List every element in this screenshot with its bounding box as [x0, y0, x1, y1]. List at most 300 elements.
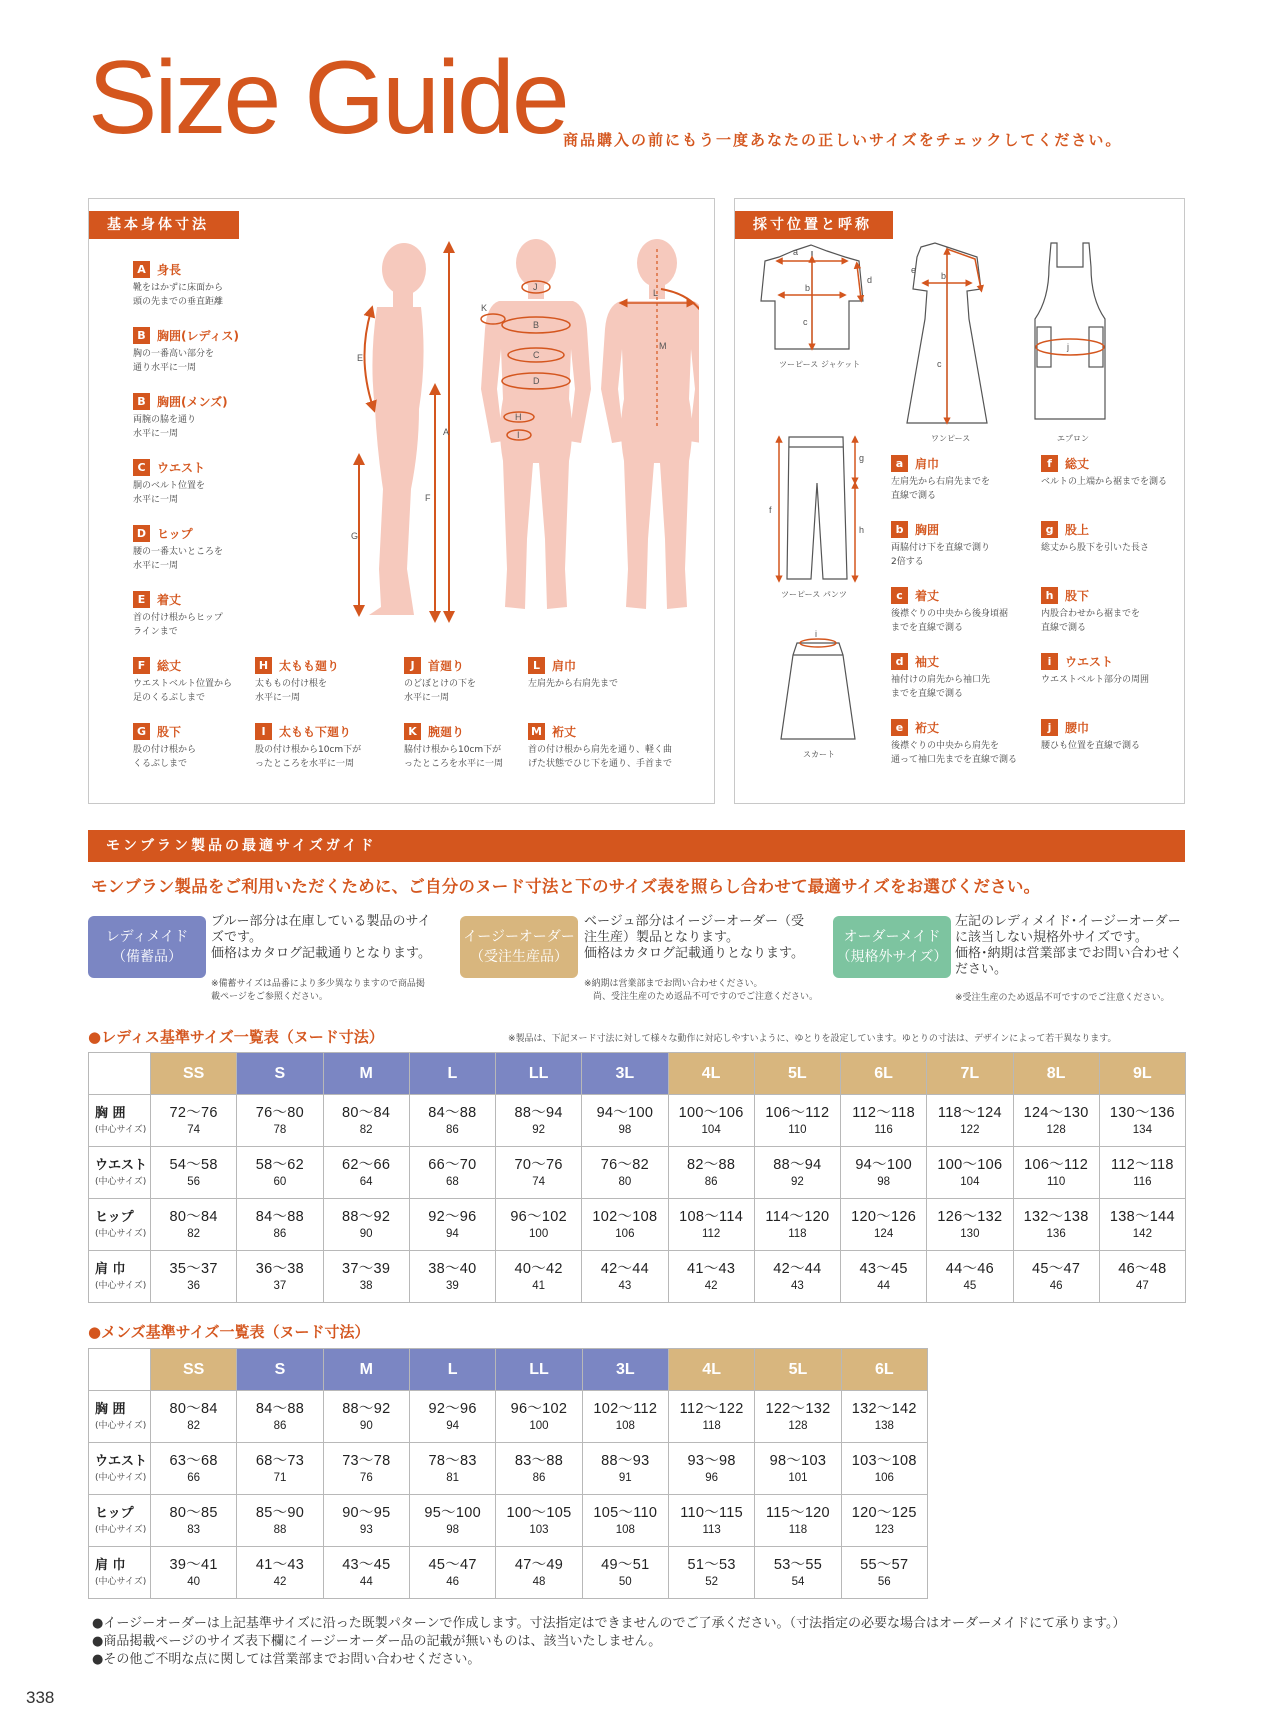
- size-cell: [237, 1199, 323, 1251]
- measure-key: h: [1041, 587, 1058, 604]
- size-cell: [668, 1251, 754, 1303]
- row-sublabel: (中心サイズ): [95, 1229, 147, 1239]
- size-cell: [151, 1199, 237, 1251]
- svg-text:c: c: [937, 359, 942, 369]
- caption-skirt: スカート: [803, 750, 835, 759]
- size-header: 6L: [841, 1349, 927, 1391]
- center-value: 100: [529, 1227, 549, 1240]
- center-value: 82: [359, 1123, 373, 1136]
- center-value: 86: [273, 1227, 287, 1240]
- size-cell: [151, 1391, 237, 1443]
- row-sublabel: (中心サイズ): [95, 1473, 147, 1483]
- size-header-row: [89, 1053, 1186, 1095]
- ladies-size-table: [88, 1052, 1186, 1303]
- size-cell: [1013, 1147, 1099, 1199]
- row-sublabel: (中心サイズ): [95, 1421, 147, 1431]
- center-value: 136: [1046, 1227, 1066, 1240]
- measure-name: 股上: [1065, 522, 1090, 537]
- size-cell: [582, 1199, 668, 1251]
- range-value: 42〜44: [600, 1260, 649, 1277]
- range-value: 106〜112: [1024, 1156, 1089, 1173]
- svg-text:B: B: [533, 320, 540, 330]
- range-value: 55〜57: [860, 1556, 909, 1573]
- center-value: 56: [187, 1175, 201, 1188]
- measure-desc: 脇付け根から10cm下が ったところを水平に一周: [404, 745, 504, 769]
- table-row: [89, 1495, 928, 1547]
- range-value: 120〜125: [851, 1504, 917, 1521]
- svg-text:K: K: [481, 303, 488, 313]
- size-cell: [323, 1199, 409, 1251]
- range-value: 90〜95: [342, 1504, 391, 1521]
- range-value: 44〜46: [945, 1260, 994, 1277]
- range-value: 112〜122: [679, 1400, 744, 1417]
- center-value: 118: [788, 1523, 808, 1536]
- measure-key: H: [255, 657, 272, 674]
- range-value: 49〜51: [601, 1556, 650, 1573]
- size-cell: [582, 1251, 668, 1303]
- range-value: 110〜115: [680, 1504, 744, 1521]
- center-value: 44: [359, 1575, 373, 1588]
- size-cell: [841, 1147, 927, 1199]
- size-cell: [582, 1547, 668, 1599]
- range-value: 88〜94: [773, 1156, 822, 1173]
- garment-item-e: [891, 719, 1031, 767]
- body-measurement-panel: [88, 198, 715, 804]
- range-value: 96〜102: [510, 1208, 567, 1225]
- row-label: ヒップ: [95, 1506, 134, 1521]
- center-value: 36: [187, 1279, 201, 1292]
- label-F: F: [425, 493, 431, 503]
- table-row: [89, 1147, 1186, 1199]
- svg-text:d: d: [867, 275, 873, 285]
- size-cell: [1013, 1095, 1099, 1147]
- size-header-row: [89, 1349, 928, 1391]
- garment-item-b: [891, 521, 1021, 569]
- size-cell: [755, 1443, 841, 1495]
- center-value: 86: [532, 1471, 546, 1484]
- size-cell: [668, 1147, 754, 1199]
- corner-cell: [89, 1053, 151, 1095]
- center-value: 45: [963, 1279, 977, 1292]
- size-cell: [496, 1391, 582, 1443]
- measure-key: B: [133, 393, 150, 410]
- row-sublabel: (中心サイズ): [95, 1577, 147, 1587]
- measure-key: F: [133, 657, 150, 674]
- measure-key: B: [133, 327, 150, 344]
- center-value: 82: [187, 1227, 201, 1240]
- size-cell: [409, 1147, 495, 1199]
- center-value: 44: [877, 1279, 891, 1292]
- size-cell: [323, 1391, 409, 1443]
- size-cell: [496, 1095, 582, 1147]
- garment-item-h: [1041, 587, 1181, 635]
- table-row: [89, 1391, 928, 1443]
- size-cell: [496, 1495, 582, 1547]
- measure-desc: 両腕の脇を通り 水平に一周: [133, 415, 197, 439]
- measure-item-D: [133, 525, 251, 573]
- range-value: 132〜142: [851, 1400, 917, 1417]
- measure-desc: ウエストベルト部分の周囲: [1041, 675, 1150, 685]
- size-cell: [841, 1443, 927, 1495]
- range-value: 46〜48: [1118, 1260, 1167, 1277]
- measure-name: 総丈: [157, 658, 182, 673]
- size-header: L: [409, 1053, 495, 1095]
- range-value: 100〜105: [506, 1504, 572, 1521]
- center-value: 93: [359, 1523, 373, 1536]
- range-value: 54〜58: [169, 1156, 218, 1173]
- size-cell: [1013, 1251, 1099, 1303]
- range-value: 130〜136: [1109, 1104, 1175, 1121]
- row-sublabel: (中心サイズ): [95, 1281, 147, 1291]
- center-value: 43: [790, 1279, 804, 1292]
- size-cell: [841, 1547, 927, 1599]
- size-cell: [582, 1495, 668, 1547]
- size-cell: [409, 1251, 495, 1303]
- badge-line1: レディメイド: [105, 929, 189, 945]
- caption-apron: エプロン: [1057, 434, 1089, 443]
- size-cell: [841, 1495, 927, 1547]
- range-value: 95〜100: [424, 1504, 481, 1521]
- center-value: 103: [529, 1523, 549, 1536]
- size-cell: [496, 1251, 582, 1303]
- measure-name: ウエスト: [157, 460, 206, 475]
- range-value: 80〜84: [169, 1400, 218, 1417]
- row-sublabel: (中心サイズ): [95, 1177, 147, 1187]
- size-cell: [409, 1443, 495, 1495]
- size-cell: [496, 1547, 582, 1599]
- size-header: 4L: [668, 1349, 754, 1391]
- svg-text:i: i: [815, 629, 817, 639]
- center-value: 98: [877, 1175, 891, 1188]
- measure-desc: 腰の一番太いところを 水平に一周: [133, 547, 224, 571]
- range-value: 62〜66: [341, 1156, 391, 1173]
- size-cell: [841, 1391, 927, 1443]
- size-header: M: [323, 1053, 409, 1095]
- center-value: 66: [187, 1471, 201, 1484]
- badge-line2: （備蓄品）: [112, 949, 182, 965]
- range-value: 83〜88: [514, 1452, 564, 1469]
- range-value: 93〜98: [687, 1452, 736, 1469]
- center-value: 100: [529, 1419, 549, 1432]
- size-cell: [409, 1495, 495, 1547]
- center-value: 110: [788, 1123, 807, 1136]
- range-value: 103〜108: [851, 1452, 917, 1469]
- size-cell: [668, 1199, 754, 1251]
- size-header: 6L: [841, 1053, 927, 1095]
- size-cell: [237, 1547, 323, 1599]
- label-M: M: [659, 341, 667, 351]
- size-header: 9L: [1099, 1053, 1185, 1095]
- measure-desc: 首の付け根からヒップ ラインまで: [133, 613, 223, 637]
- range-value: 45〜47: [1031, 1260, 1081, 1277]
- center-value: 104: [701, 1123, 721, 1136]
- measure-key: e: [891, 719, 908, 736]
- range-value: 63〜68: [169, 1452, 218, 1469]
- size-cell: [151, 1147, 237, 1199]
- size-cell: [582, 1095, 668, 1147]
- center-value: 116: [1133, 1175, 1152, 1188]
- measure-desc: 袖付けの肩先から袖口先 までを直線で測る: [891, 675, 991, 699]
- row-header: [89, 1443, 151, 1495]
- size-cell: [841, 1251, 927, 1303]
- size-cell: [151, 1095, 237, 1147]
- size-cell: [323, 1147, 409, 1199]
- range-value: 126〜132: [937, 1208, 1003, 1225]
- row-label: 肩 巾: [95, 1558, 126, 1573]
- front-figure: [481, 239, 591, 609]
- range-value: 36〜38: [255, 1260, 304, 1277]
- center-value: 91: [618, 1471, 632, 1484]
- row-header: [89, 1547, 151, 1599]
- measure-key: C: [133, 459, 150, 476]
- badge-order-made: [833, 916, 951, 978]
- size-header: S: [237, 1053, 323, 1095]
- measure-desc: ベルトの上端から裾までを測る: [1041, 477, 1168, 487]
- svg-text:b: b: [805, 283, 811, 293]
- measure-key: b: [891, 521, 908, 538]
- measure-key: J: [404, 657, 421, 674]
- center-value: 90: [359, 1227, 373, 1240]
- size-cell: [237, 1443, 323, 1495]
- center-value: 134: [1132, 1123, 1152, 1136]
- range-value: 88〜93: [601, 1452, 650, 1469]
- center-value: 60: [273, 1175, 287, 1188]
- category-note-order-made: ※受注生産のため返品不可ですのでご注意ください。: [955, 993, 1170, 1003]
- svg-text:J: J: [533, 282, 538, 292]
- size-cell: [151, 1251, 237, 1303]
- table-row: [89, 1547, 928, 1599]
- measure-name: ウエスト: [1065, 654, 1114, 669]
- measure-name: 腰巾: [1065, 720, 1090, 735]
- size-cell: [668, 1547, 754, 1599]
- center-value: 50: [618, 1575, 632, 1588]
- category-note-easy-order: ※納期は営業部までお問い合わせください。 尚、受注生産のため返品不可ですのでご注意ください。: [584, 979, 819, 1002]
- measure-key: D: [133, 525, 150, 542]
- corner-cell: [89, 1349, 151, 1391]
- badge-easy-order: [460, 916, 578, 978]
- measure-desc: 太ももの付け根を 水平に一周: [255, 679, 328, 703]
- size-header: 3L: [582, 1349, 668, 1391]
- size-header: 3L: [582, 1053, 668, 1095]
- center-value: 112: [701, 1227, 721, 1240]
- row-label: 肩 巾: [95, 1262, 126, 1277]
- svg-text:b: b: [941, 271, 947, 281]
- range-value: 45〜47: [428, 1556, 477, 1573]
- row-header: [89, 1199, 151, 1251]
- center-value: 92: [790, 1175, 804, 1188]
- center-value: 118: [788, 1227, 807, 1240]
- range-value: 43〜45: [859, 1260, 908, 1277]
- center-value: 106: [615, 1227, 635, 1240]
- range-value: 92〜96: [428, 1208, 477, 1225]
- center-value: 108: [615, 1523, 635, 1536]
- range-value: 47〜49: [514, 1556, 564, 1573]
- range-value: 37〜39: [341, 1260, 391, 1277]
- center-value: 98: [618, 1123, 632, 1136]
- center-value: 118: [702, 1419, 721, 1432]
- measure-desc: 腰ひも位置を直線で測る: [1041, 741, 1141, 751]
- measure-item-G: [133, 723, 251, 771]
- garment-item-j: [1041, 719, 1181, 753]
- svg-text:g: g: [859, 453, 865, 463]
- center-value: 78: [273, 1123, 287, 1136]
- size-cell: [237, 1095, 323, 1147]
- size-cell: [582, 1147, 668, 1199]
- size-cell: [755, 1495, 841, 1547]
- measure-item-B-ladies: [133, 327, 251, 375]
- range-value: 106〜112: [765, 1104, 830, 1121]
- measure-name: 太もも下廻り: [279, 724, 352, 739]
- measure-key: a: [891, 455, 908, 472]
- size-header: SS: [151, 1349, 237, 1391]
- svg-text:H: H: [515, 412, 522, 422]
- measure-name: 着丈: [915, 588, 940, 603]
- range-value: 94〜100: [596, 1104, 654, 1121]
- range-value: 41〜43: [686, 1260, 736, 1277]
- range-value: 51〜53: [687, 1556, 736, 1573]
- measure-desc: 胴のベルト位置を 水平に一周: [133, 481, 206, 505]
- measure-desc: ウエストベルト位置から 足のくるぶしまで: [133, 679, 233, 703]
- body-figures-illustration: [269, 239, 699, 639]
- measure-key: M: [528, 723, 545, 740]
- table-row: [89, 1443, 928, 1495]
- center-value: 98: [446, 1523, 460, 1536]
- size-header: 5L: [754, 1053, 840, 1095]
- measure-item-E: [133, 591, 251, 639]
- center-value: 86: [445, 1123, 459, 1136]
- range-value: 88〜94: [514, 1104, 563, 1121]
- center-value: 68: [445, 1175, 459, 1188]
- measure-desc: 左肩先から右肩先まで: [528, 679, 619, 689]
- measure-name: 裄丈: [552, 724, 577, 739]
- range-value: 68〜73: [255, 1452, 305, 1469]
- skirt-icon: [781, 643, 855, 739]
- mens-size-table: [88, 1348, 928, 1599]
- range-value: 43〜45: [342, 1556, 391, 1573]
- measure-name: 首廻り: [428, 658, 465, 673]
- size-cell: [151, 1495, 237, 1547]
- label-A: A: [443, 427, 450, 437]
- size-cell: [1099, 1095, 1185, 1147]
- center-value: 76: [359, 1471, 373, 1484]
- size-cell: [409, 1095, 495, 1147]
- measure-name: 袖丈: [915, 654, 940, 669]
- center-value: 80: [618, 1175, 632, 1188]
- center-value: 123: [874, 1523, 894, 1536]
- center-value: 82: [187, 1419, 201, 1432]
- size-cell: [754, 1251, 840, 1303]
- range-value: 80〜84: [341, 1104, 391, 1121]
- center-value: 83: [187, 1523, 201, 1536]
- garment-item-c: [891, 587, 1021, 635]
- row-header: [89, 1495, 151, 1547]
- category-desc-ready-made: ブルー部分は在庫している製品のサイズです。 価格はカタログ記載通りとなります。: [211, 914, 431, 961]
- center-value: 106: [874, 1471, 894, 1484]
- center-value: 86: [273, 1419, 287, 1432]
- measure-name: 着丈: [157, 592, 182, 607]
- size-cell: [754, 1147, 840, 1199]
- badge-ready-made: [88, 916, 206, 978]
- center-value: 71: [273, 1471, 287, 1484]
- size-cell: [754, 1095, 840, 1147]
- measure-key: I: [255, 723, 272, 740]
- range-value: 122〜132: [765, 1400, 831, 1417]
- measure-key: A: [133, 261, 150, 278]
- measure-item-M: [528, 723, 703, 771]
- measure-item-H: [255, 657, 415, 705]
- row-sublabel: (中心サイズ): [95, 1525, 147, 1535]
- range-value: 84〜88: [428, 1104, 477, 1121]
- range-value: 84〜88: [255, 1400, 305, 1417]
- range-value: 98〜103: [769, 1452, 827, 1469]
- measure-key: c: [891, 587, 908, 604]
- measure-desc: 総丈から股下を引いた長さ: [1041, 543, 1150, 553]
- center-value: 48: [532, 1575, 546, 1588]
- size-cell: [237, 1391, 323, 1443]
- measure-desc: 首の付け根から肩先を通り、軽く曲 げた状態でひじ下を通り、手首まで: [528, 745, 673, 769]
- measure-name: 裄丈: [915, 720, 940, 735]
- caption-pants: ツーピース パンツ: [781, 590, 847, 599]
- size-cell: [755, 1547, 841, 1599]
- garment-item-a: [891, 455, 1021, 503]
- measure-key: g: [1041, 521, 1058, 538]
- range-value: 70〜76: [514, 1156, 563, 1173]
- range-value: 35〜37: [169, 1260, 218, 1277]
- measure-desc: 左肩先から右肩先までを 直線で測る: [891, 477, 991, 501]
- measure-key: j: [1041, 719, 1058, 736]
- size-cell: [668, 1095, 754, 1147]
- measure-desc: 胸の一番高い部分を 通り水平に一周: [133, 349, 215, 373]
- range-value: 76〜80: [255, 1104, 304, 1121]
- label-G: G: [351, 531, 359, 541]
- svg-text:D: D: [533, 376, 540, 386]
- category-note-ready-made: ※備蓄サイズは品番により多少異なりますので商品掲 載ページをご参照ください。: [211, 979, 425, 1002]
- range-value: 120〜126: [851, 1208, 917, 1225]
- table-row: [89, 1095, 1186, 1147]
- measure-name: 肩巾: [915, 456, 940, 471]
- size-cell: [496, 1147, 582, 1199]
- size-header: M: [323, 1349, 409, 1391]
- center-value: 104: [960, 1175, 980, 1188]
- measure-desc: 後襟ぐりの中央から後身頃裾 までを直線で測る: [891, 609, 1009, 633]
- range-value: 96〜102: [510, 1400, 568, 1417]
- center-value: 128: [788, 1419, 808, 1432]
- size-cell: [754, 1199, 840, 1251]
- page-subtitle: 商品購入の前にもう一度あなたの正しいサイズをチェックしてください。: [563, 131, 1123, 149]
- measure-name: 胸囲(レディス): [157, 328, 240, 343]
- range-value: 115〜120: [766, 1504, 830, 1521]
- center-value: 142: [1132, 1227, 1152, 1240]
- row-label: 胸 囲: [95, 1106, 126, 1121]
- size-cell: [237, 1495, 323, 1547]
- range-value: 78〜83: [428, 1452, 477, 1469]
- range-value: 112〜118: [852, 1104, 916, 1121]
- svg-text:h: h: [859, 525, 865, 535]
- center-value: 47: [1135, 1279, 1149, 1292]
- range-value: 108〜114: [679, 1208, 744, 1225]
- measure-desc: 後襟ぐりの中央から肩先を 通って袖口先までを直線で測る: [891, 741, 1018, 765]
- center-value: 128: [1046, 1123, 1066, 1136]
- center-value: 81: [446, 1471, 460, 1484]
- range-value: 88〜92: [341, 1208, 391, 1225]
- range-value: 88〜92: [342, 1400, 391, 1417]
- measure-name: 太もも廻り: [279, 658, 340, 673]
- category-desc-order-made: 左記のレディメイド･イージーオーダーに該当しない規格外サイズです。 価格･納期は営業部までお問い合わせください。: [955, 914, 1183, 977]
- size-header: SS: [151, 1053, 237, 1095]
- range-value: 80〜84: [169, 1208, 218, 1225]
- size-header: LL: [496, 1053, 582, 1095]
- range-value: 42〜44: [773, 1260, 822, 1277]
